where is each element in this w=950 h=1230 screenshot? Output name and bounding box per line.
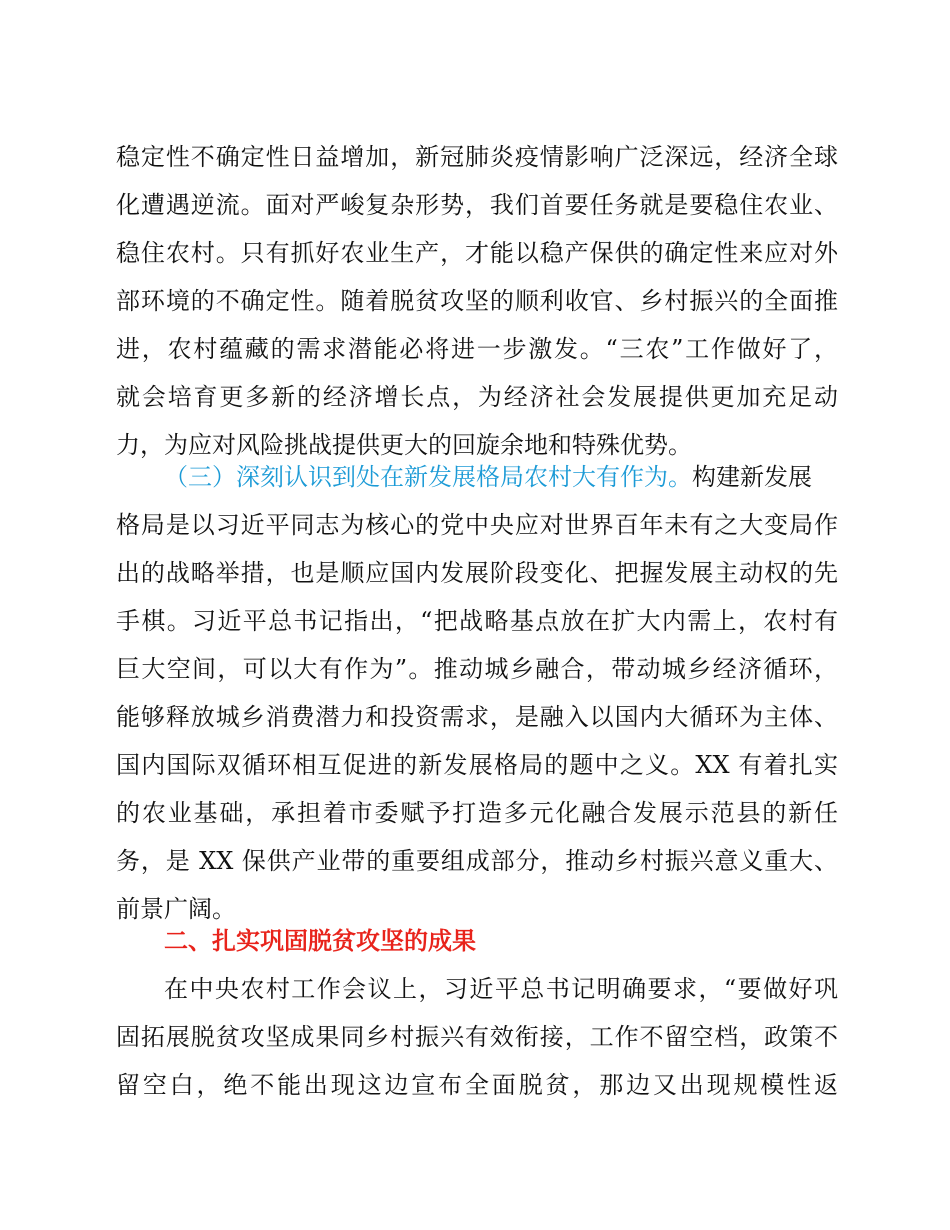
- paragraph-line: 手棋。习近平总书记指出，“把战略基点放在扩大内需上，农村有: [116, 607, 838, 635]
- paragraph-line: 格局是以习近平同志为核心的党中央应对世界百年未有之大变局作: [116, 511, 838, 539]
- section-heading: 二、扎实巩固脱贫攻坚的成果: [164, 927, 476, 955]
- paragraph-line: 前景广阔。: [116, 895, 236, 923]
- paragraph-line: 出的战略举措，也是顺应国内发展阶段变化、把握发展主动权的先: [116, 559, 838, 587]
- paragraph-line: 就会培育更多新的经济增长点，为经济社会发展提供更加充足动: [116, 383, 838, 411]
- paragraph-line: 化遭遇逆流。面对严峻复杂形势，我们首要任务就是要稳住农业、: [116, 191, 838, 219]
- paragraph-line: 留空白，绝不能出现这边宣布全面脱贫，那边又出现规模性返: [116, 1071, 838, 1099]
- paragraph-line: 国内国际双循环相互促进的新发展格局的题中之义。XX 有着扎实: [116, 751, 838, 779]
- paragraph-line: 固拓展脱贫攻坚成果同乡村振兴有效衔接，工作不留空档，政策不: [116, 1023, 838, 1051]
- paragraph-line: 稳住农村。只有抓好农业生产，才能以稳产保供的确定性来应对外: [116, 239, 838, 267]
- paragraph-line: 的农业基础，承担着市委赋予打造多元化融合发展示范县的新任: [116, 799, 838, 827]
- paragraph-line: 务，是 XX 保供产业带的重要组成部分，推动乡村振兴意义重大、: [116, 847, 838, 875]
- subheading: （三）深刻认识到处在新发展格局农村大有作为。: [164, 463, 692, 491]
- paragraph-line: 稳定性不确定性日益增加，新冠肺炎疫情影响广泛深远，经济全球: [116, 143, 838, 171]
- paragraph-line: 能够释放城乡消费潜力和投资需求，是融入以国内大循环为主体、: [116, 703, 838, 731]
- paragraph-text: 构建新发展: [692, 463, 812, 491]
- paragraph-line: 在中央农村工作会议上，习近平总书记明确要求，“要做好巩: [164, 975, 838, 1003]
- paragraph-first-line: [164, 453, 838, 501]
- paragraph-line: 部环境的不确定性。随着脱贫攻坚的顺利收官、乡村振兴的全面推: [116, 287, 838, 315]
- paragraph-line: 巨大空间，可以大有作为”。推动城乡融合，带动城乡经济循环，: [116, 655, 838, 683]
- paragraph-line: 力，为应对风险挑战提供更大的回旋余地和特殊优势。: [116, 431, 692, 459]
- paragraph-line: 进，农村蕴藏的需求潜能必将进一步激发。“三农”工作做好了，: [116, 335, 838, 363]
